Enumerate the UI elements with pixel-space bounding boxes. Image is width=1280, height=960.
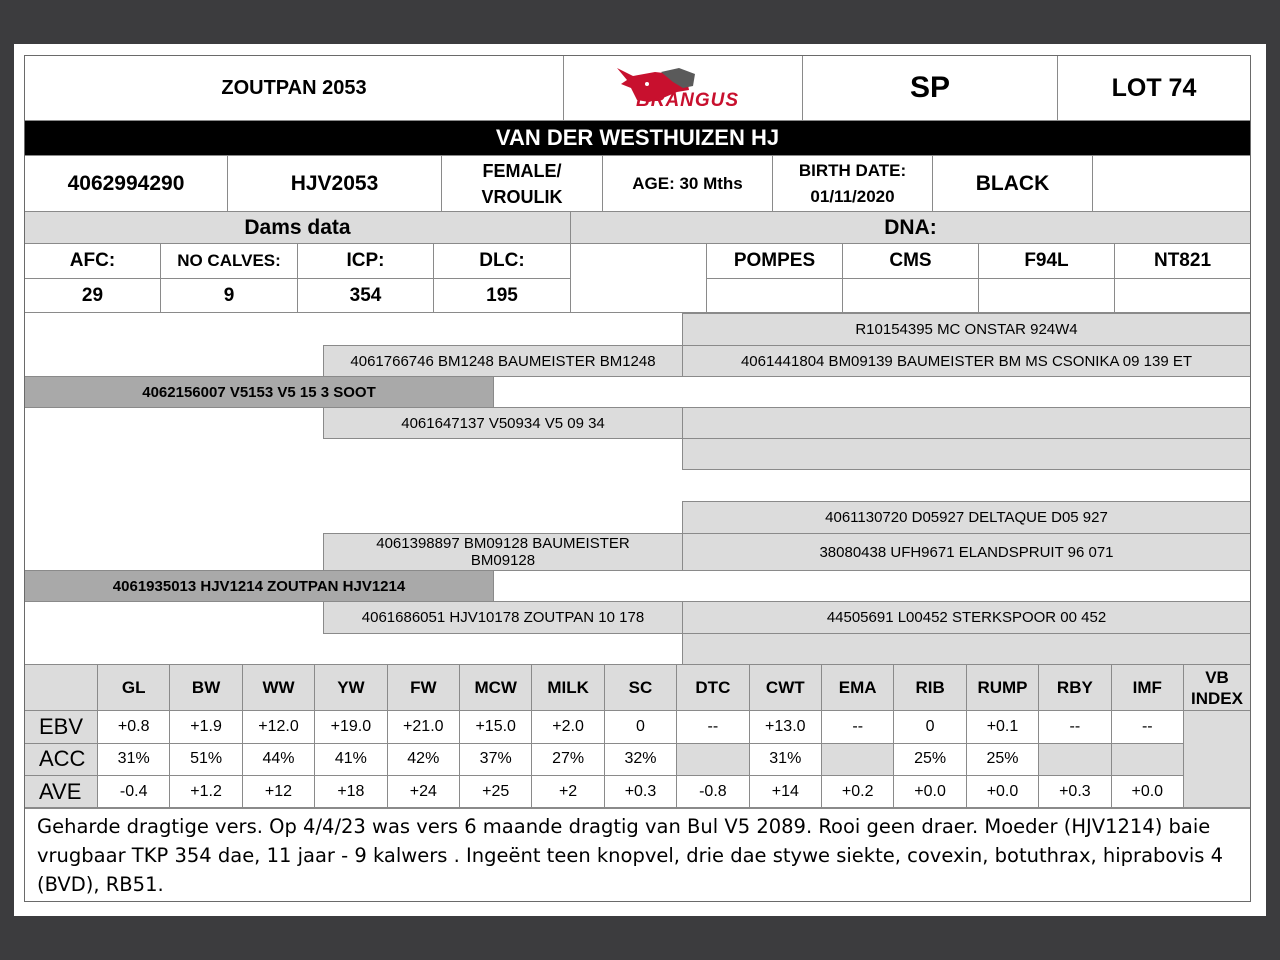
lot-number: LOT 74	[1057, 55, 1251, 121]
ebv-col-header-dtc: DTC	[676, 664, 749, 711]
dna-f94l-value	[978, 278, 1115, 313]
pedigree-dam-dam: 4061686051 HJV10178 ZOUTPAN 10 178	[323, 601, 683, 634]
ebv-col-header-fw: FW	[387, 664, 460, 711]
ebv-ave-sc: +0.3	[604, 775, 677, 809]
ebv-col-header-ema: EMA	[821, 664, 894, 711]
ebv-col-header-sc: SC	[604, 664, 677, 711]
ebv-acc-rib: 25%	[893, 743, 966, 777]
vb-index-value	[1183, 710, 1251, 809]
no-calves-header: NO CALVES:	[160, 243, 298, 279]
dna-title: DNA:	[570, 211, 1251, 244]
ebv-row-label-ebv: EBV	[24, 710, 98, 744]
icp-header: ICP:	[297, 243, 434, 279]
ebv-row-label-acc: ACC	[24, 743, 98, 777]
animal-name: ZOUTPAN 2053	[24, 55, 564, 121]
sex-line2: VROULIK	[481, 186, 563, 207]
dams-data-title: Dams data	[24, 211, 571, 244]
pedigree-dam-sire: 4061398897 BM09128 BAUMEISTER BM09128	[323, 533, 683, 571]
pedigree-sire-sire-sire: R10154395 MC ONSTAR 924W4	[682, 313, 1251, 346]
ebv-row-label-ave: AVE	[24, 775, 98, 809]
dna-nt821: NT821	[1114, 243, 1251, 279]
ebv-ave-ema: +0.2	[821, 775, 894, 809]
ebv-col-header-imf: IMF	[1111, 664, 1184, 711]
ebv-ave-cwt: +14	[749, 775, 822, 809]
ebv-ebv-imf: --	[1111, 710, 1184, 744]
afc-header: AFC:	[24, 243, 161, 279]
ebv-acc-gl: 31%	[97, 743, 170, 777]
ebv-ave-rby: +0.3	[1038, 775, 1111, 809]
logo-wordmark: BRANGUS	[636, 90, 740, 111]
ebv-ave-ww: +12	[242, 775, 315, 809]
vb-index-line1: VB	[1205, 667, 1229, 687]
ebv-col-header-yw: YW	[314, 664, 387, 711]
dna-pompes-value	[706, 278, 843, 313]
ebv-col-header-milk: MILK	[531, 664, 604, 711]
pedigree-dam-sire-sire: 4061130720 D05927 DELTAQUE D05 927	[682, 501, 1251, 534]
pedigree-sire-dam-sire	[682, 407, 1251, 439]
ebv-ebv-rby: --	[1038, 710, 1111, 744]
pedigree-dam-dam-dam	[682, 633, 1251, 665]
ebv-corner-cell	[24, 664, 98, 711]
ebv-ebv-sc: 0	[604, 710, 677, 744]
pedigree-sire-sire: 4061766746 BM1248 BAUMEISTER BM1248	[323, 345, 683, 377]
ebv-ave-rib: +0.0	[893, 775, 966, 809]
birth-label: BIRTH DATE:	[798, 160, 907, 180]
icp-value: 354	[297, 278, 434, 313]
pedigree-dam-dam-sire: 44505691 L00452 STERKSPOOR 00 452	[682, 601, 1251, 634]
ebv-acc-bw: 51%	[169, 743, 242, 777]
ebv-ave-dtc: -0.8	[676, 775, 749, 809]
ebv-col-header-gl: GL	[97, 664, 170, 711]
ebv-acc-rump: 25%	[966, 743, 1039, 777]
ebv-acc-imf	[1111, 743, 1184, 777]
pedigree-sire: 4062156007 V5153 V5 15 3 SOOT	[24, 376, 494, 408]
ebv-acc-sc: 32%	[604, 743, 677, 777]
ebv-ave-rump: +0.0	[966, 775, 1039, 809]
ebv-ebv-dtc: --	[676, 710, 749, 744]
dna-pompes: POMPES	[706, 243, 843, 279]
pedigree-sire-dam: 4061647137 V50934 V5 09 34	[323, 407, 683, 439]
ebv-ebv-milk: +2.0	[531, 710, 604, 744]
herd-code: HJV2053	[227, 155, 442, 212]
blank-info-cell	[1092, 155, 1251, 212]
ebv-col-header-rib: RIB	[893, 664, 966, 711]
ebv-ave-mcw: +25	[459, 775, 532, 809]
dna-cms-value	[842, 278, 979, 313]
ebv-ebv-ww: +12.0	[242, 710, 315, 744]
ebv-ave-imf: +0.0	[1111, 775, 1184, 809]
ebv-col-header-rump: RUMP	[966, 664, 1039, 711]
pedigree-dam: 4061935013 HJV1214 ZOUTPAN HJV1214	[24, 570, 494, 602]
ebv-acc-ema	[821, 743, 894, 777]
dna-cms: CMS	[842, 243, 979, 279]
dna-blank-cell	[570, 243, 707, 313]
ebv-ebv-mcw: +15.0	[459, 710, 532, 744]
notes: Geharde dragtige vers. Op 4/4/23 was vers 6 maande dragtig van Bul V5 2089. Rooi geen draer. Moeder (HJV1214) baie vrugbaar TKP 354 dae, 11 jaar - 9 kalwers . Ingeënt teen knopvel, drie dae stywe siekte, covexin, botuthrax, hiprabovis 4 (BVD), RB51.	[24, 807, 1251, 902]
age: AGE: 30 Mths	[602, 155, 773, 212]
ebv-ebv-rib: 0	[893, 710, 966, 744]
ebv-ebv-gl: +0.8	[97, 710, 170, 744]
ebv-ebv-fw: +21.0	[387, 710, 460, 744]
ebv-ebv-cwt: +13.0	[749, 710, 822, 744]
ebv-ebv-yw: +19.0	[314, 710, 387, 744]
afc-value: 29	[24, 278, 161, 313]
ebv-col-header-rby: RBY	[1038, 664, 1111, 711]
ebv-ebv-rump: +0.1	[966, 710, 1039, 744]
pedigree-sire-sire-dam: 4061441804 BM09139 BAUMEISTER BM MS CSONIKA 09 139 ET	[682, 345, 1251, 377]
brangus-logo	[563, 55, 803, 121]
type-code: SP	[802, 55, 1058, 121]
ebv-acc-fw: 42%	[387, 743, 460, 777]
owner-banner: VAN DER WESTHUIZEN HJ	[24, 121, 1251, 155]
vb-index-line2: INDEX	[1191, 688, 1243, 708]
sex	[441, 155, 603, 212]
dna-nt821-value	[1114, 278, 1251, 313]
ebv-acc-ww: 44%	[242, 743, 315, 777]
ebv-ave-fw: +24	[387, 775, 460, 809]
ebv-acc-cwt: 31%	[749, 743, 822, 777]
birth-date	[772, 155, 933, 212]
ebv-col-header-ww: WW	[242, 664, 315, 711]
ebv-acc-dtc	[676, 743, 749, 777]
dlc-header: DLC:	[433, 243, 571, 279]
id-number: 4062994290	[24, 155, 228, 212]
ebv-ave-milk: +2	[531, 775, 604, 809]
ebv-acc-mcw: 37%	[459, 743, 532, 777]
ebv-acc-milk: 27%	[531, 743, 604, 777]
ebv-col-header-bw: BW	[169, 664, 242, 711]
color: BLACK	[932, 155, 1093, 212]
sex-line1: FEMALE/	[482, 160, 562, 181]
ebv-ebv-ema: --	[821, 710, 894, 744]
ebv-ebv-bw: +1.9	[169, 710, 242, 744]
birth-value: 01/11/2020	[810, 186, 895, 206]
pedigree-sire-dam-dam	[682, 438, 1251, 470]
ebv-acc-yw: 41%	[314, 743, 387, 777]
ebv-col-header-mcw: MCW	[459, 664, 532, 711]
ebv-ave-bw: +1.2	[169, 775, 242, 809]
no-calves-value: 9	[160, 278, 298, 313]
vb-index-header	[1183, 664, 1251, 711]
ebv-ave-yw: +18	[314, 775, 387, 809]
dlc-value: 195	[433, 278, 571, 313]
ebv-col-header-cwt: CWT	[749, 664, 822, 711]
sale-card	[14, 44, 1266, 916]
ebv-ave-gl: -0.4	[97, 775, 170, 809]
dna-f94l: F94L	[978, 243, 1115, 279]
ebv-acc-rby	[1038, 743, 1111, 777]
pedigree-dam-sire-dam: 38080438 UFH9671 ELANDSPRUIT 96 071	[682, 533, 1251, 571]
ebv-table	[24, 664, 1251, 808]
